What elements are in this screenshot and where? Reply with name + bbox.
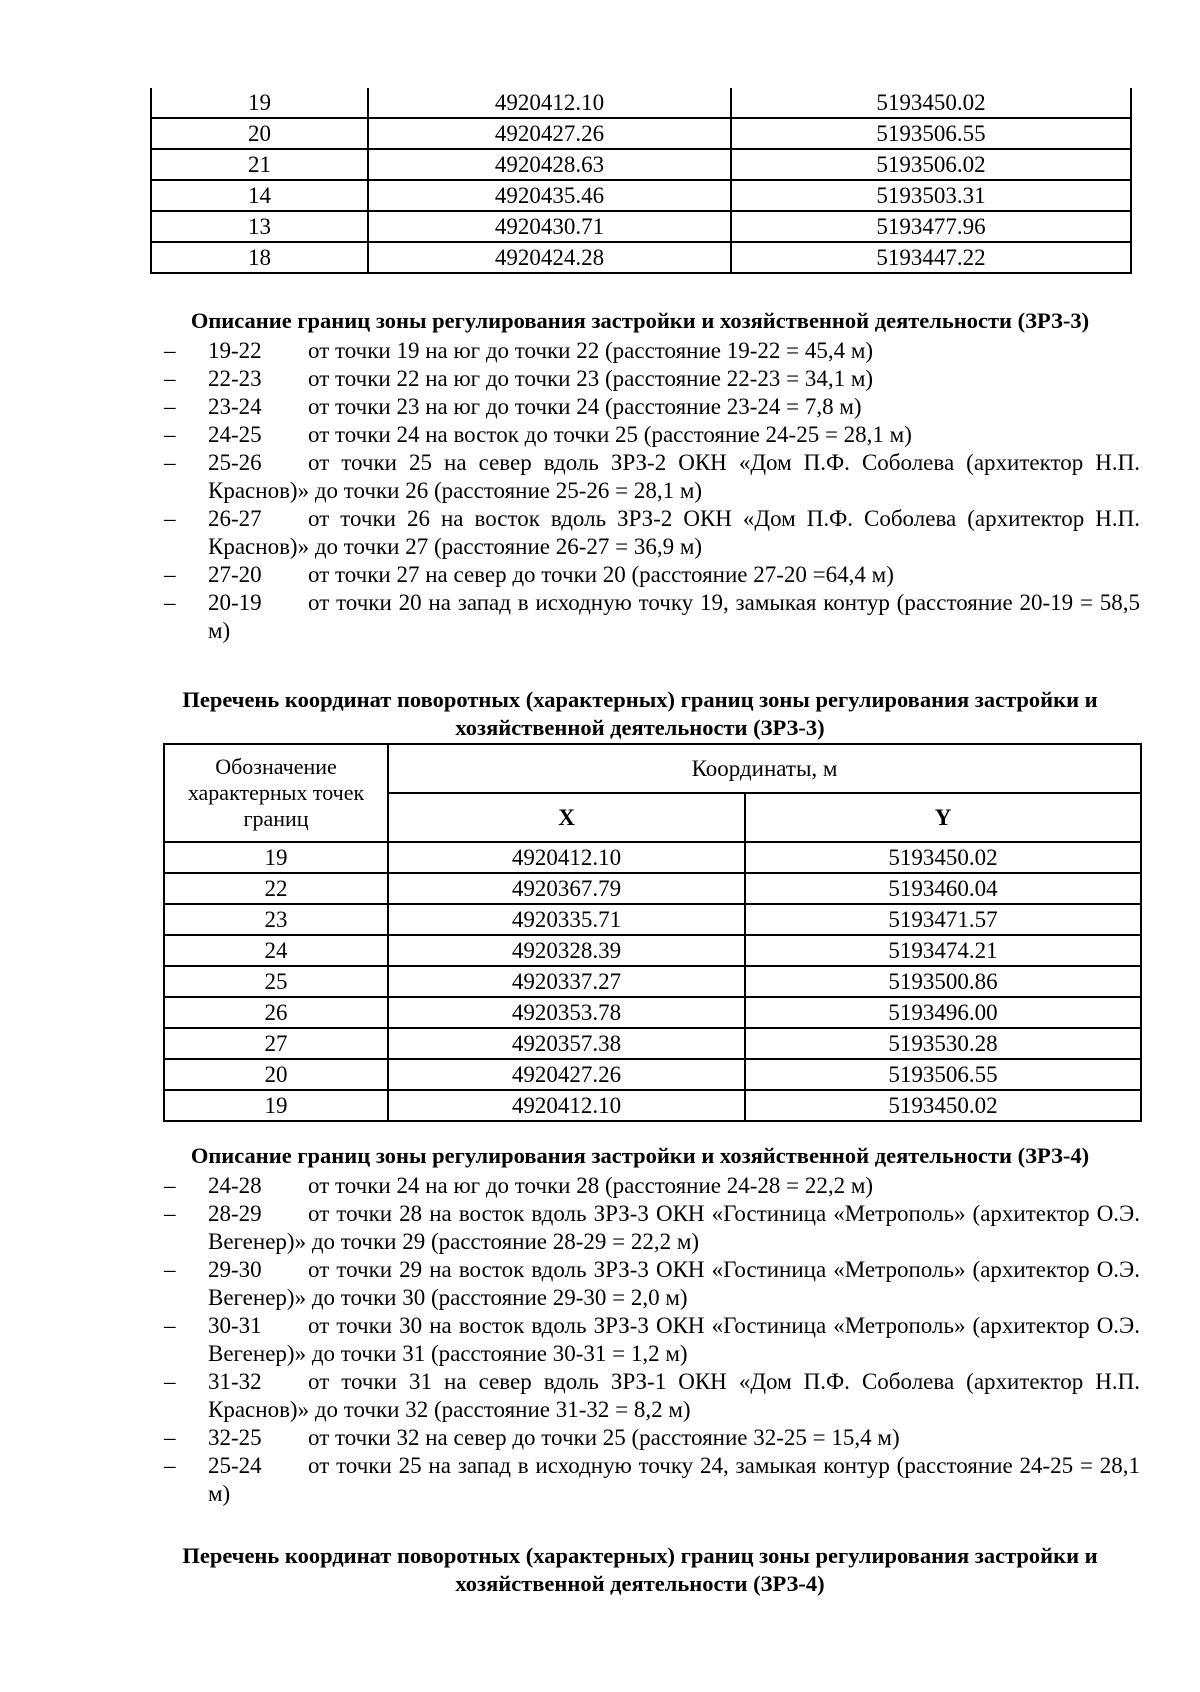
- point-cell: 24: [164, 935, 388, 966]
- segment-code: 29-30: [208, 1257, 262, 1282]
- y-cell: 5193471.57: [745, 904, 1141, 935]
- segment-text: от точки 22 на юг до точки 23 (расстояние 22-23 = 34,1 м): [308, 366, 874, 391]
- point-cell: 27: [164, 1028, 388, 1059]
- list-item: – 25-24 от точки 25 на запад в исходную точку 24, замыкая контур (расстояние 24-25 = 28,1 м): [164, 1453, 1140, 1506]
- y-cell: 5193506.02: [731, 149, 1131, 180]
- y-cell: 5193496.00: [745, 997, 1141, 1028]
- segment-text: от точки 31 на север вдоль ЗРЗ-1 ОКН «Дом П.Ф. Соболева (архитектор Н.П. Краснов)» до точки 32 (расстояние 31-32 = 8,2 м): [208, 1369, 1140, 1422]
- x-cell: 4920353.78: [388, 997, 745, 1028]
- x-cell: 4920428.63: [368, 149, 731, 180]
- point-cell: 20: [151, 118, 368, 149]
- point-cell: 14: [151, 180, 368, 211]
- list-item: – 29-30 от точки 29 на восток вдоль ЗРЗ-3 ОКН «Гостиница «Метрополь» (архитектор О.Э. Вегенер)» до точки 30 (расстояние 29-30 = 2,0 м): [164, 1257, 1140, 1310]
- zrz3-coords-table: [163, 743, 1142, 1122]
- table-row: [151, 211, 1131, 242]
- x-cell: 4920412.10: [368, 88, 731, 118]
- segment-code: 28-29: [208, 1201, 262, 1226]
- list-item: – 32-25 от точки 32 на север до точки 25 (расстояние 32-25 = 15,4 м): [164, 1425, 900, 1450]
- coords-table-continuation: [150, 88, 1132, 274]
- segment-code: 20-19: [208, 590, 262, 615]
- segment-code: 19-22: [208, 338, 262, 363]
- list-item: – 24-28 от точки 24 на юг до точки 28 (расстояние 24-28 = 22,2 м): [164, 1173, 874, 1198]
- point-cell: 19: [164, 1090, 388, 1121]
- table-row: [151, 88, 1131, 118]
- x-cell: 4920335.71: [388, 904, 745, 935]
- segment-text: от точки 28 на восток вдоль ЗРЗ-3 ОКН «Гостиница «Метрополь» (архитектор О.Э. Вегенер)» до точки 29 (расстояние 28-29 = 22,2 м): [208, 1201, 1140, 1254]
- segment-code: 23-24: [208, 394, 262, 419]
- x-cell: 4920412.10: [388, 842, 745, 873]
- table-row: [164, 1028, 1141, 1059]
- table-row: [151, 242, 1131, 273]
- list-item: – 19-22 от точки 19 на юг до точки 22 (расстояние 19-22 = 45,4 м): [164, 338, 874, 363]
- x-cell: 4920427.26: [368, 118, 731, 149]
- segment-code: 25-26: [208, 450, 262, 475]
- segment-code: 22-23: [208, 366, 262, 391]
- segment-text: от точки 25 на запад в исходную точку 24, замыкая контур (расстояние 24-25 = 28,1 м): [208, 1453, 1140, 1506]
- segment-code: 30-31: [208, 1313, 262, 1338]
- point-cell: 13: [151, 211, 368, 242]
- segment-text: от точки 30 на восток вдоль ЗРЗ-3 ОКН «Гостиница «Метрополь» (архитектор О.Э. Вегенер)» до точки 31 (расстояние 30-31 = 1,2 м): [208, 1313, 1140, 1366]
- point-cell: 26: [164, 997, 388, 1028]
- list-item: – 20-19 от точки 20 на запад в исходную точку 19, замыкая контур (расстояние 20-19 = 58,5 м): [164, 590, 1140, 643]
- y-cell: 5193500.86: [745, 966, 1141, 997]
- segment-text: от точки 32 на север до точки 25 (расстояние 32-25 = 15,4 м): [308, 1425, 900, 1450]
- x-cell: 4920412.10: [388, 1090, 745, 1121]
- table-row: [164, 904, 1141, 935]
- point-cell: 19: [151, 88, 368, 118]
- y-cell: 5193477.96: [731, 211, 1131, 242]
- list-item: – 28-29 от точки 28 на восток вдоль ЗРЗ-3 ОКН «Гостиница «Метрополь» (архитектор О.Э. Вегенер)» до точки 29 (расстояние 28-29 = 22,2 м): [164, 1201, 1140, 1254]
- column-header-coords: Координаты, м: [388, 744, 1141, 793]
- segment-text: от точки 27 на север до точки 20 (расстояние 27-20 =64,4 м): [308, 562, 894, 587]
- segment-code: 32-25: [208, 1425, 262, 1450]
- segment-text: от точки 20 на запад в исходную точку 19, замыкая контур (расстояние 20-19 = 58,5 м): [208, 590, 1140, 643]
- zrz4-description-title: Описание границ зоны регулирования застройки и хозяйственной деятельности (ЗРЗ-4): [190, 1143, 1090, 1168]
- x-cell: 4920328.39: [388, 935, 745, 966]
- y-cell: 5193450.02: [745, 1090, 1141, 1121]
- zrz3-description-list: [150, 337, 1140, 645]
- segment-code: 26-27: [208, 506, 262, 531]
- y-cell: 5193503.31: [731, 180, 1131, 211]
- table-row: [164, 997, 1141, 1028]
- zrz3-description-title: Описание границ зоны регулирования застройки и хозяйственной деятельности (ЗРЗ-3): [190, 308, 1090, 333]
- point-cell: 25: [164, 966, 388, 997]
- segment-code: 24-25: [208, 422, 262, 447]
- segment-text: от точки 24 на юг до точки 28 (расстояние 24-28 = 22,2 м): [308, 1173, 874, 1198]
- segment-code: 24-28: [208, 1173, 262, 1198]
- y-cell: 5193460.04: [745, 873, 1141, 904]
- point-cell: 23: [164, 904, 388, 935]
- table-row: [151, 180, 1131, 211]
- x-cell: 4920337.27: [388, 966, 745, 997]
- y-cell: 5193450.02: [731, 88, 1131, 118]
- point-cell: 18: [151, 242, 368, 273]
- point-cell: 21: [151, 149, 368, 180]
- table-row: [164, 1090, 1141, 1121]
- segment-text: от точки 29 на восток вдоль ЗРЗ-3 ОКН «Гостиница «Метрополь» (архитектор О.Э. Вегенер)» до точки 30 (расстояние 29-30 = 2,0 м): [208, 1257, 1140, 1310]
- zrz4-coords-title: Перечень координат поворотных (характерных) границ зоны регулирования застройки и хозяйственной деятельности (ЗРЗ-4): [182, 1543, 1098, 1596]
- segment-code: 25-24: [208, 1453, 262, 1478]
- table-row: [164, 966, 1141, 997]
- point-cell: 22: [164, 873, 388, 904]
- list-item: – 26-27 от точки 26 на восток вдоль ЗРЗ-2 ОКН «Дом П.Ф. Соболева (архитектор Н.П. Краснов)» до точки 27 (расстояние 26-27 = 36,9 м): [164, 506, 1140, 559]
- point-cell: 20: [164, 1059, 388, 1090]
- table-row: [164, 842, 1141, 873]
- segment-text: от точки 25 на север вдоль ЗРЗ-2 ОКН «Дом П.Ф. Соболева (архитектор Н.П. Краснов)» до точки 26 (расстояние 25-26 = 28,1 м): [208, 450, 1140, 503]
- table-row: [164, 1059, 1141, 1090]
- x-cell: 4920357.38: [388, 1028, 745, 1059]
- list-item: – 31-32 от точки 31 на север вдоль ЗРЗ-1 ОКН «Дом П.Ф. Соболева (архитектор Н.П. Краснов)» до точки 32 (расстояние 31-32 = 8,2 м): [164, 1369, 1140, 1422]
- column-header-y: Y: [745, 793, 1141, 842]
- list-item: – 23-24 от точки 23 на юг до точки 24 (расстояние 23-24 = 7,8 м): [164, 394, 862, 419]
- segment-code: 31-32: [208, 1369, 262, 1394]
- list-item: – 25-26 от точки 25 на север вдоль ЗРЗ-2 ОКН «Дом П.Ф. Соболева (архитектор Н.П. Краснов)» до точки 26 (расстояние 25-26 = 28,1 м): [164, 450, 1140, 503]
- zrz3-coords-title: Перечень координат поворотных (характерных) границ зоны регулирования застройки и хозяйственной деятельности (ЗРЗ-3): [182, 687, 1098, 740]
- segment-text: от точки 24 на восток до точки 25 (расстояние 24-25 = 28,1 м): [308, 422, 912, 447]
- list-item: – 24-25 от точки 24 на восток до точки 25 (расстояние 24-25 = 28,1 м): [164, 422, 912, 447]
- list-item: – 22-23 от точки 22 на юг до точки 23 (расстояние 22-23 = 34,1 м): [164, 366, 874, 391]
- segment-text: от точки 23 на юг до точки 24 (расстояние 23-24 = 7,8 м): [308, 394, 862, 419]
- list-item: – 27-20 от точки 27 на север до точки 20 (расстояние 27-20 =64,4 м): [164, 562, 894, 587]
- x-cell: 4920367.79: [388, 873, 745, 904]
- y-cell: 5193506.55: [745, 1059, 1141, 1090]
- y-cell: 5193474.21: [745, 935, 1141, 966]
- x-cell: 4920427.26: [388, 1059, 745, 1090]
- y-cell: 5193450.02: [745, 842, 1141, 873]
- x-cell: 4920430.71: [368, 211, 731, 242]
- column-header-x: X: [388, 793, 745, 842]
- y-cell: 5193447.22: [731, 242, 1131, 273]
- x-cell: 4920424.28: [368, 242, 731, 273]
- segment-code: 27-20: [208, 562, 262, 587]
- segment-text: от точки 19 на юг до точки 22 (расстояние 19-22 = 45,4 м): [308, 338, 874, 363]
- zrz4-description-list: [150, 1172, 1140, 1508]
- column-header-points: Обозначение характерных точек границ: [164, 744, 388, 842]
- y-cell: 5193530.28: [745, 1028, 1141, 1059]
- x-cell: 4920435.46: [368, 180, 731, 211]
- segment-text: от точки 26 на восток вдоль ЗРЗ-2 ОКН «Дом П.Ф. Соболева (архитектор Н.П. Краснов)» до точки 27 (расстояние 26-27 = 36,9 м): [208, 506, 1140, 559]
- list-item: – 30-31 от точки 30 на восток вдоль ЗРЗ-3 ОКН «Гостиница «Метрополь» (архитектор О.Э. Вегенер)» до точки 31 (расстояние 30-31 = 1,2 м): [164, 1313, 1140, 1366]
- table-row: [164, 873, 1141, 904]
- table-row: [164, 935, 1141, 966]
- table-row: [151, 149, 1131, 180]
- y-cell: 5193506.55: [731, 118, 1131, 149]
- point-cell: 19: [164, 842, 388, 873]
- table-row: [151, 118, 1131, 149]
